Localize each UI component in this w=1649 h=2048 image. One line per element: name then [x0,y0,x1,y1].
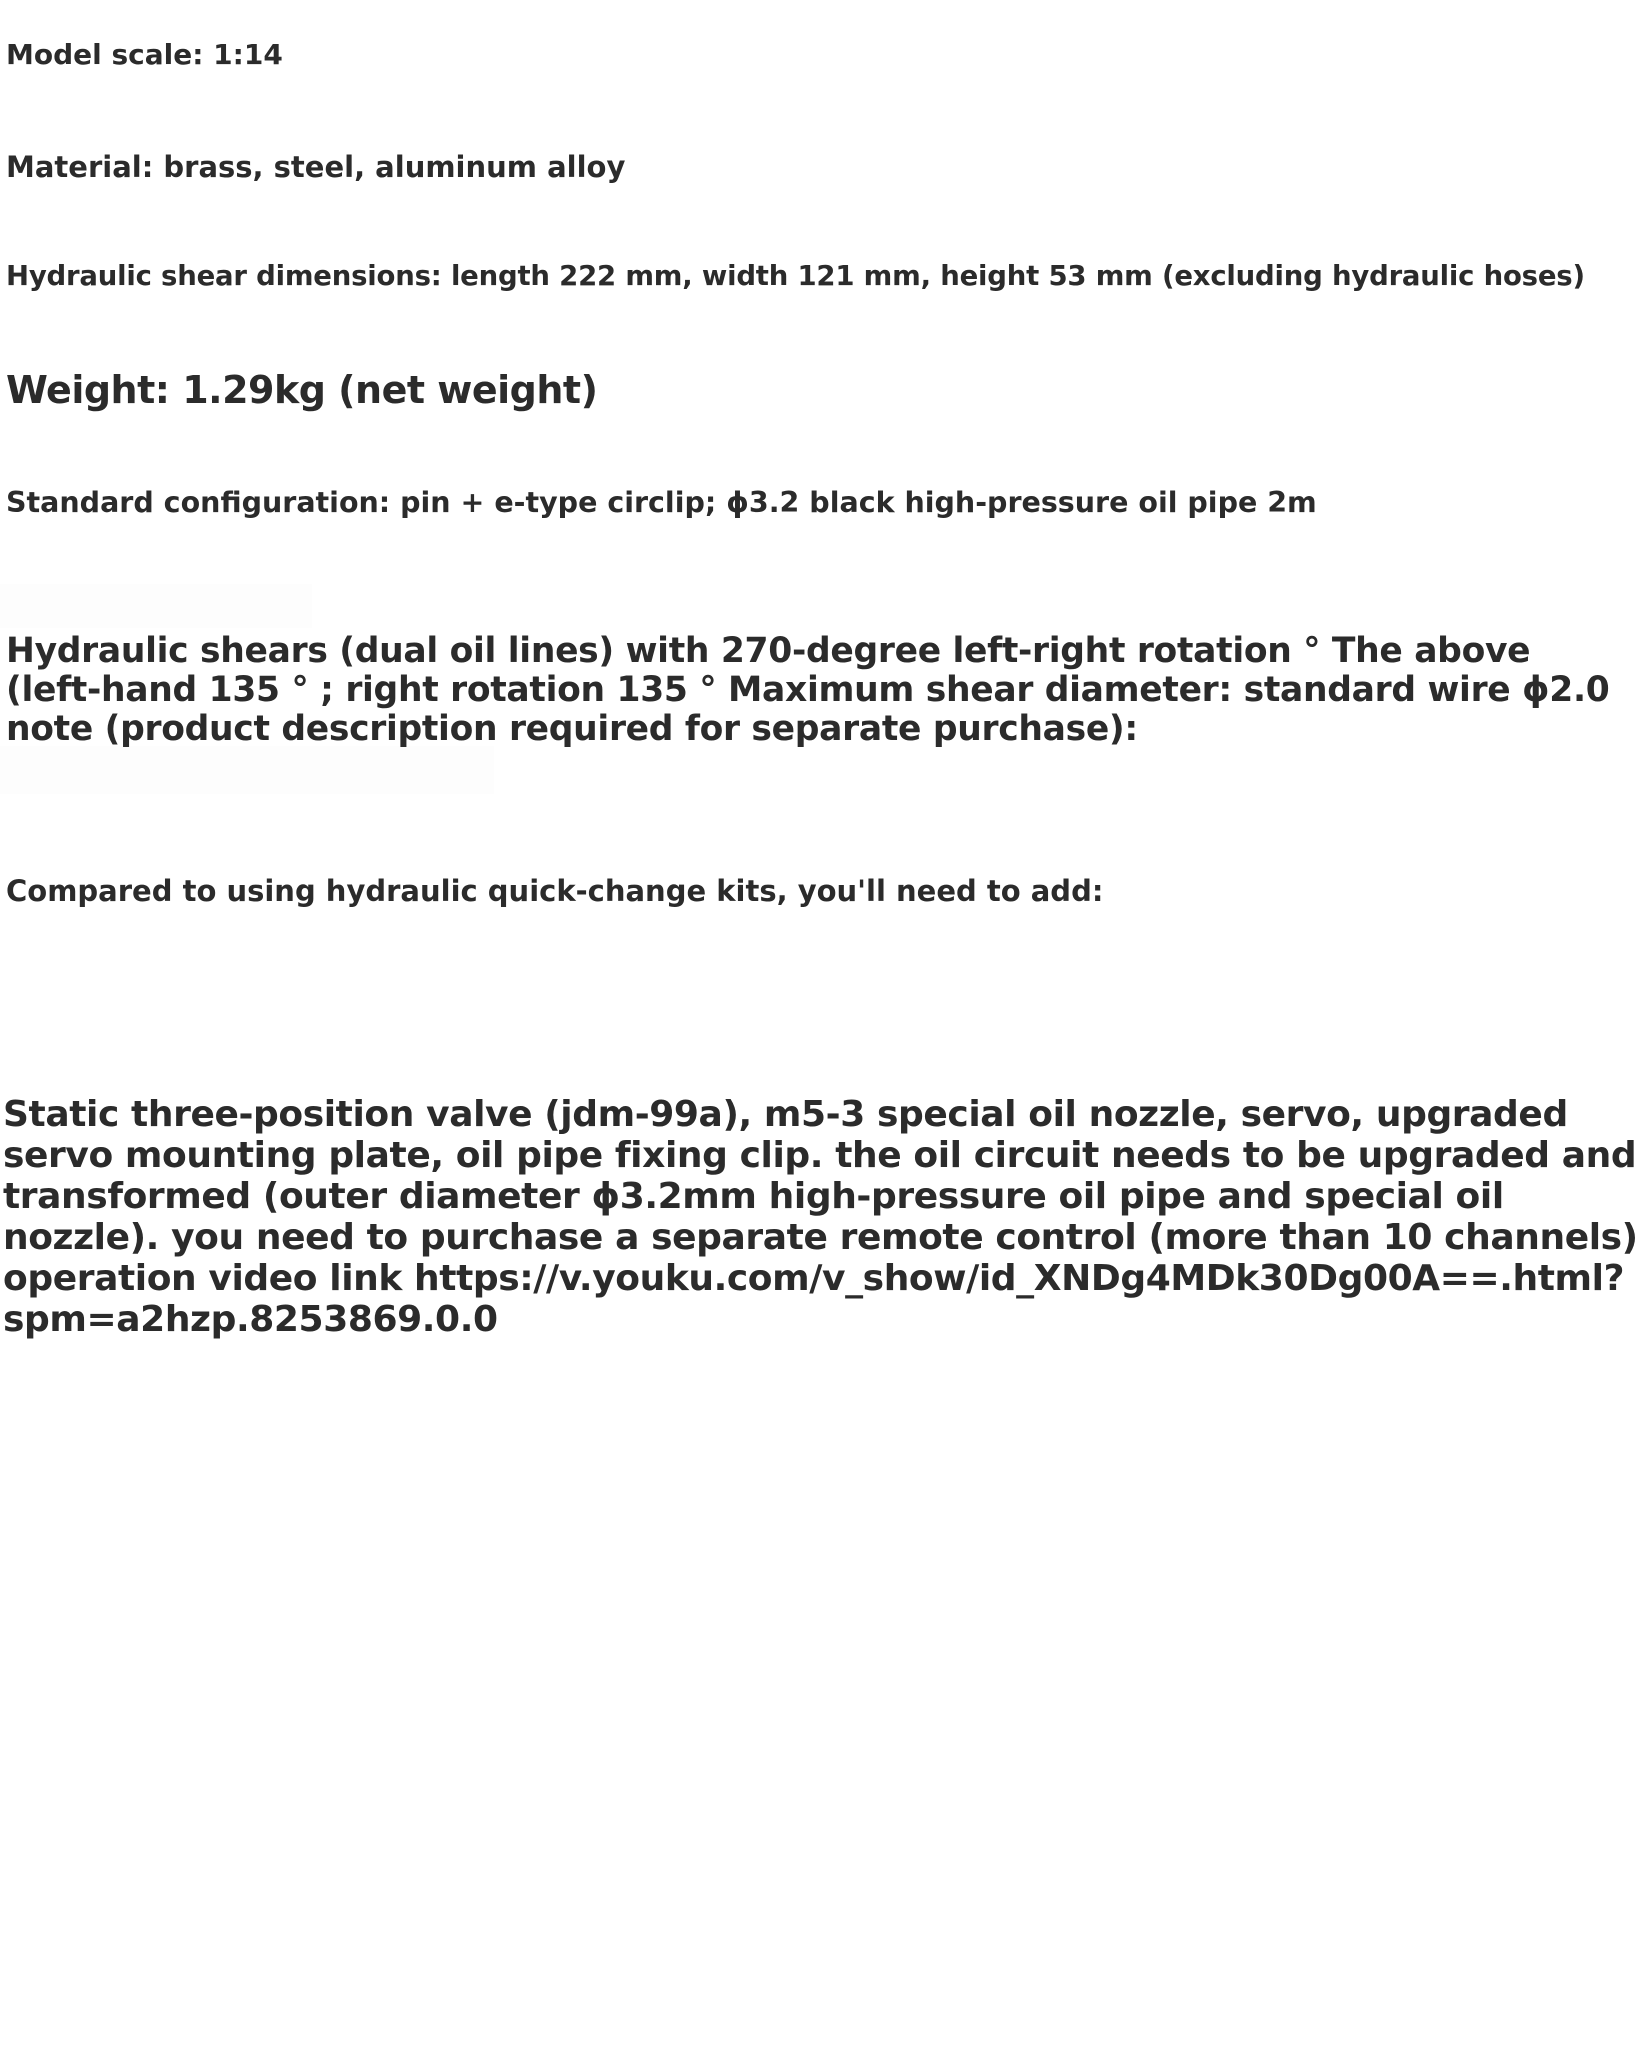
dimensions-text: Hydraulic shear dimensions: length 222 mm, width 121 mm, height 53 mm (excluding hydraulic hoses) [6,260,1585,292]
weight-text: Weight: 1.29kg (net weight) [6,368,598,412]
standard-configuration-text: Standard configuration: pin + e-type circlip; ϕ3.2 black high-pressure oil pipe 2m [6,486,1317,519]
material-text: Material: brass, steel, aluminum alloy [6,150,626,184]
faint-background-panel [0,584,312,628]
model-scale-text: Model scale: 1:14 [6,38,283,71]
compare-note: Compared to using hydraulic quick-change kits, you'll need to add: [6,874,1104,908]
rotation-description: Hydraulic shears (dual oil lines) with 270-degree left-right rotation ° The above (left-hand 135 ° ; right rotation 135 ° Maximum shear diameter: standard wire ϕ2.0 note (product description required for separate purchase): [6,631,1610,749]
accessories-description: Static three-position valve (jdm-99a), m5-3 special oil nozzle, servo, upgraded servo mounting plate, oil pipe fixing clip. the oil circuit needs to be upgraded and transformed (outer diameter ϕ3.2mm high-pressure oil pipe and special oil nozzle). you need to purchase a separate remote control (more than 10 channels) operation video link https://v.youku.com/v_show/id_XNDg4MDk30Dg00A==.html?spm=a2hzp.8253869.0.0 [3,1094,1638,1340]
faint-background-panel [0,746,494,794]
